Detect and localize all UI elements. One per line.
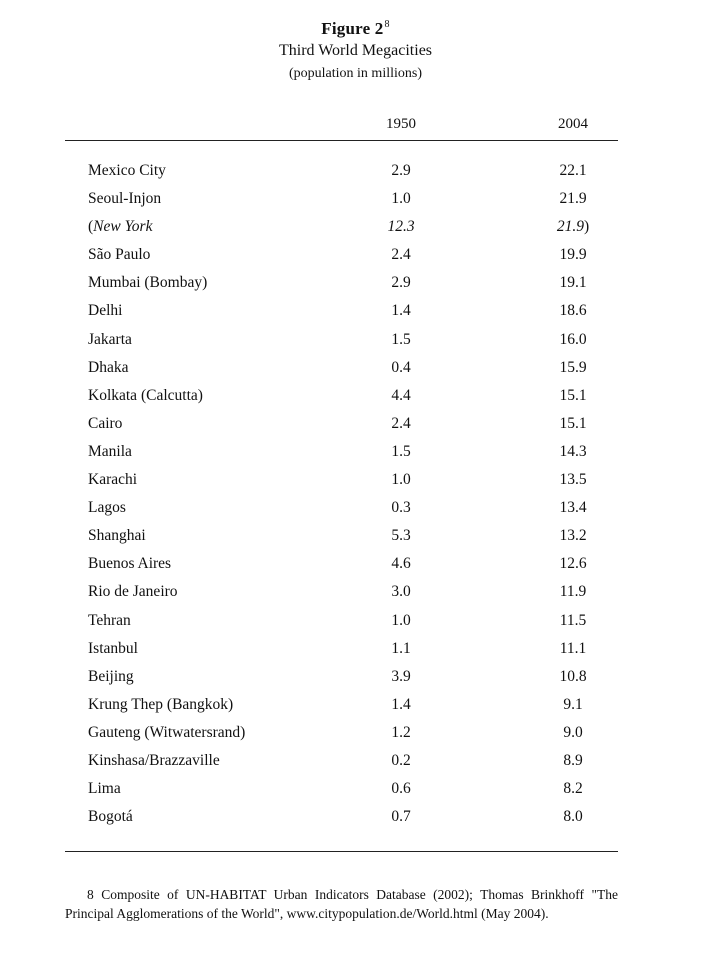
- population-2004: 14.3: [559, 442, 587, 460]
- population-1950: 1.4: [391, 302, 411, 320]
- city-name: Delhi: [88, 302, 123, 320]
- city-name: Lima: [88, 780, 121, 798]
- population-2004: 12.6: [559, 555, 587, 573]
- population-1950: 1.1: [391, 639, 411, 657]
- city-name: Kolkata (Calcutta): [88, 386, 203, 404]
- table-row: [0, 270, 711, 298]
- population-2004: 22.1: [559, 162, 587, 179]
- table-row: [0, 242, 711, 270]
- population-2004: 13.5: [559, 471, 587, 489]
- city-name: Cairo: [88, 414, 123, 432]
- city-name: Lagos: [88, 499, 126, 517]
- city-name: Seoul-Injon: [88, 190, 162, 208]
- population-2004: 8.2: [563, 780, 583, 798]
- population-1950: 2.9: [391, 162, 411, 179]
- city-name: São Paulo: [88, 246, 151, 264]
- units-note: (population in millions): [289, 66, 422, 81]
- table-row: [0, 298, 711, 326]
- table-row: [0, 748, 711, 776]
- figure-title: Figure $2^8$: [321, 19, 390, 38]
- population-1950: 0.3: [391, 499, 411, 517]
- population-2004: 13.2: [559, 527, 587, 545]
- population-1950: 2.9: [391, 274, 411, 292]
- population-1950: 3.0: [391, 583, 411, 601]
- population-2004: 10.8: [559, 667, 587, 685]
- table-row: [0, 692, 711, 720]
- city-name: Kinshasa/Brazzaville: [88, 751, 220, 769]
- table-row: [0, 579, 711, 607]
- megacities-table: [0, 158, 711, 832]
- top-rule: [65, 140, 618, 141]
- city-name: Tehran: [88, 611, 131, 629]
- city-name: Mexico City: [88, 162, 166, 179]
- table-row: [0, 664, 711, 692]
- table-row: [0, 158, 711, 186]
- table-row: [0, 467, 711, 495]
- population-1950: 1.0: [391, 190, 411, 208]
- population-1950: 1.0: [391, 611, 411, 629]
- population-2004: 15.1: [559, 414, 587, 432]
- population-2004: 15.9: [559, 358, 587, 376]
- table-row: [0, 608, 711, 636]
- city-name: Shanghai: [88, 527, 146, 545]
- figure-caption: [0, 14, 711, 86]
- population-2004: 11.1: [559, 639, 587, 657]
- population-1950: 1.4: [391, 695, 411, 713]
- population-2004: 21.9: [559, 190, 587, 208]
- footnote: 8 Composite of UN-HABITAT Urban Indicators Database (2002); Thomas Brinkhoff "The Principal Agglomerations of the World", www.citypopulation.de/World.html (May 2004).: [65, 887, 618, 921]
- population-2004: 8.0: [563, 808, 583, 826]
- table-row: [0, 186, 711, 214]
- population-1950: 12.3: [387, 218, 415, 236]
- population-2004: 11.9: [559, 583, 587, 601]
- population-1950: 1.5: [391, 330, 411, 348]
- population-1950: 0.2: [391, 751, 411, 769]
- city-name: Bogotá: [88, 808, 133, 826]
- population-2004: 21.9): [556, 218, 590, 236]
- table-row: [0, 495, 711, 523]
- city-name: Gauteng (Witwatersrand): [88, 723, 246, 741]
- population-1950: 5.3: [391, 527, 411, 545]
- city-name: Karachi: [88, 471, 138, 489]
- population-1950: 4.6: [391, 555, 411, 573]
- city-name: Krung Thep (Bangkok): [88, 695, 234, 713]
- population-2004: 9.0: [563, 723, 583, 741]
- city-name: Beijing: [88, 667, 134, 685]
- population-1950: 0.6: [391, 780, 411, 798]
- city-name: Istanbul: [88, 639, 138, 657]
- city-name: Buenos Aires: [88, 555, 172, 573]
- table-row: [0, 776, 711, 804]
- population-2004: 18.6: [559, 302, 587, 320]
- population-1950: 1.5: [391, 442, 411, 460]
- city-name: Manila: [88, 442, 132, 460]
- table-row: [0, 383, 711, 411]
- population-1950: 1.2: [391, 723, 411, 741]
- table-row: [0, 411, 711, 439]
- population-1950: 1.0: [391, 471, 411, 489]
- bottom-rule: [65, 851, 618, 852]
- table-row: [0, 355, 711, 383]
- population-1950: 0.7: [391, 808, 411, 826]
- city-name: Jakarta: [88, 330, 132, 348]
- population-1950: 2.4: [391, 246, 411, 264]
- city-name: Dhaka: [88, 358, 129, 376]
- table-row: [0, 551, 711, 579]
- population-2004: 11.5: [559, 611, 587, 629]
- table-row: [0, 327, 711, 355]
- population-1950: 3.9: [391, 667, 411, 685]
- table-row: [0, 523, 711, 551]
- population-1950: 4.4: [391, 386, 411, 404]
- column-header-1950: 1950: [386, 116, 416, 132]
- population-2004: 19.9: [559, 246, 587, 264]
- city-name: Mumbai (Bombay): [88, 274, 208, 292]
- population-2004: 19.1: [559, 274, 587, 292]
- population-2004: 15.1: [559, 386, 587, 404]
- figure-subtitle: Third World Megacities: [278, 42, 433, 59]
- population-2004: 16.0: [559, 330, 587, 348]
- table-row: [0, 804, 711, 832]
- city-name: (New York: [88, 218, 153, 236]
- population-1950: 2.4: [391, 414, 411, 432]
- city-name: Rio de Janeiro: [88, 583, 178, 601]
- footnote-reference: 8: [384, 19, 390, 30]
- population-2004: 8.9: [563, 751, 583, 769]
- table-row: [0, 214, 711, 242]
- population-2004: 13.4: [559, 499, 587, 517]
- table-row: [0, 636, 711, 664]
- population-2004: 9.1: [563, 695, 583, 713]
- table-row: [0, 720, 711, 748]
- column-header-2004: 2004: [558, 116, 588, 132]
- table-row: [0, 439, 711, 467]
- population-1950: 0.4: [391, 358, 411, 376]
